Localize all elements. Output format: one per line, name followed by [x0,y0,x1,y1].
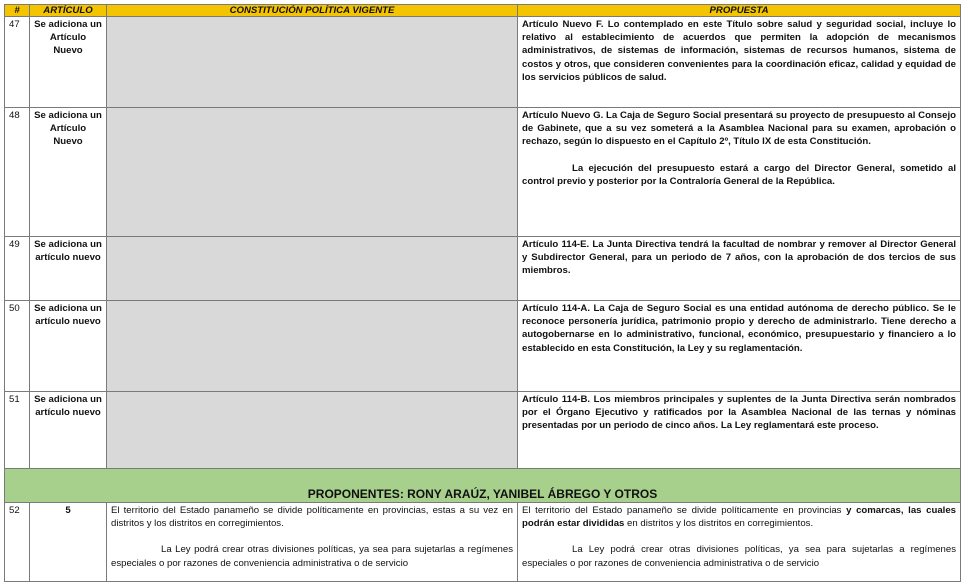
header-num: # [5,5,30,17]
row-propuesta: Artículo 114-E. La Junta Directiva tendrá la facultad de nombrar y remover al Director General y Subdirector General, para un periodo de 7 años, con la aprobación de dos tercios de sus miembros. [518,237,961,301]
row-constitucion-empty [107,108,518,237]
header-articulo: ARTÍCULO [30,5,107,17]
proponentes-banner-row [5,469,961,503]
row-articulo: Se adiciona un Artículo Nuevo [30,108,107,237]
row-number: 51 [5,392,30,469]
header-constitucion: CONSTITUCIÓN POLÍTICA VIGENTE [107,5,518,17]
propuesta-text: en distritos y los distritos en corregimientos. [624,518,814,530]
row-constitucion-empty [107,237,518,301]
propuesta-paragraph: La ejecución del presupuesto estará a cargo del Director General, sometido al control previo y posterior por la Contraloría General de la República. [522,162,956,187]
row-articulo: 5 [30,503,107,582]
row-constitucion-empty [107,301,518,392]
row-number: 47 [5,17,30,108]
table-row [5,503,961,582]
row-articulo: Se adiciona un Artículo Nuevo [30,17,107,108]
header-row [5,5,961,17]
propuesta-added-text: y comarcas, las cuales podrán estar divididas [522,505,956,530]
row-articulo: Se adiciona un artículo nuevo [30,237,107,301]
row-number: 52 [5,503,30,582]
row-propuesta: Artículo 114-B. Los miembros principales y suplentes de la Junta Directiva serán nombrados por el Órgano Ejecutivo y ratificados por la Asamblea Nacional de las ternas y nóminas presentadas por un periodo de cinco años. La Ley reglamentará este proceso. [518,392,961,469]
table-row [5,17,961,108]
row-articulo: Se adiciona un artículo nuevo [30,392,107,469]
comparison-table [4,4,961,582]
row-constitucion [107,503,518,582]
row-articulo: Se adiciona un artículo nuevo [30,301,107,392]
table-row [5,237,961,301]
propuesta-text: El territorio del Estado panameño se divide políticamente en provincias [522,505,847,516]
row-number: 50 [5,301,30,392]
row-number: 48 [5,108,30,237]
table-row [5,301,961,392]
row-propuesta [518,503,961,582]
row-propuesta [518,108,961,237]
table-row [5,108,961,237]
row-constitucion-empty [107,392,518,469]
header-propuesta: PROPUESTA [518,5,961,17]
propuesta-paragraph: Artículo Nuevo G. La Caja de Seguro Social presentará su proyecto de presupuesto al Consejo de Gabinete, que a su vez someterá a la Asamblea Nacional para su examen, aprobación o rechazo, según lo dispuesto en el Capítulo 2º, Título IX de esta Constitución. [522,110,956,148]
constitucion-paragraph: El territorio del Estado panameño se divide políticamente en provincias, estas a su vez en distritos y los distritos en corregimientos. [111,505,513,530]
row-propuesta: Artículo 114-A. La Caja de Seguro Social es una entidad autónoma de derecho público. Se le reconoce personería jurídica, patrimonio propio y derecho de administrarlo. Tiene derecho a autogobernarse en lo administrativo, funcional, económico, presupuestario y financiero a lo establecido en esta Constitución, la Ley y su reglamentación. [518,301,961,392]
propuesta-paragraph [522,504,956,530]
row-constitucion-empty [107,17,518,108]
propuesta-paragraph: La Ley podrá crear otras divisiones políticas, ya sea para sujetarlas a regímenes especiales o por razones de conveniencia administrativa o de servicio [522,544,956,569]
row-propuesta: Artículo Nuevo F. Lo contemplado en este Título sobre salud y seguridad social, incluye lo relativo al establecimiento de acuerdos que permiten la adopción de mecanismos administrativos, de sistemas de información, sistemas de recursos humanos, sistema de costos y otros, que consideren convenientes para la coordinación eficaz, calidad y equidad de los servicios públicos de salud. [518,17,961,108]
table-row [5,392,961,469]
constitucion-paragraph: La Ley podrá crear otras divisiones políticas, ya sea para sujetarlas a regímenes especiales o por razones de conveniencia administrativa o de servicio [111,544,513,569]
proponentes-banner: PROPONENTES: RONY ARAÚZ, YANIBEL ÁBREGO Y OTROS [5,469,961,503]
row-number: 49 [5,237,30,301]
